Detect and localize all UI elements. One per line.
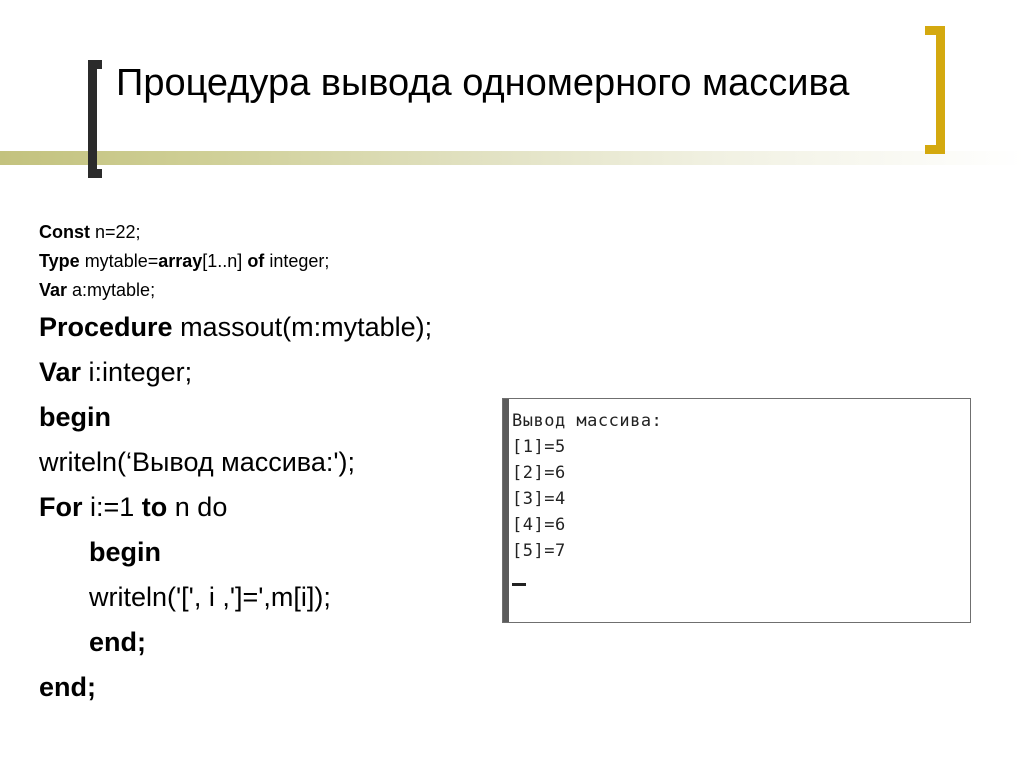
title-decoration-band	[0, 151, 1024, 165]
code-text: writeln(‘Вывод массива:');	[39, 447, 356, 477]
console-left-edge	[503, 399, 509, 622]
console-line: [2]=6	[512, 463, 566, 483]
code-line-const	[39, 218, 559, 247]
console-output-window	[502, 398, 971, 623]
keyword: Const	[39, 222, 90, 242]
code-text: i:=1	[82, 492, 142, 522]
keyword: Type	[39, 251, 80, 271]
console-line: [1]=5	[512, 437, 566, 457]
slide-title: Процедура вывода одномерного массива	[116, 62, 850, 104]
code-text: mytable=	[79, 251, 159, 271]
code-line-begin	[39, 395, 559, 440]
code-text: writeln('[', i ,']=',m[i]);	[89, 582, 331, 612]
console-line: [5]=7	[512, 541, 566, 561]
code-line-var-local	[39, 350, 559, 395]
code-line-for	[39, 485, 559, 530]
right-bracket-decoration	[925, 26, 945, 154]
console-line: [4]=6	[512, 515, 566, 535]
code-line-inner-end	[39, 620, 559, 665]
keyword: begin	[89, 537, 161, 567]
code-line-writeln-header	[39, 440, 559, 485]
console-line: [3]=4	[512, 489, 566, 509]
keyword: For	[39, 492, 83, 522]
keyword: end;	[39, 672, 96, 702]
keyword: Var	[39, 357, 82, 387]
left-bracket-decoration	[88, 60, 102, 178]
code-text: massout(m:mytable);	[172, 312, 433, 342]
console-cursor	[512, 583, 526, 586]
code-text: a:mytable;	[67, 280, 156, 300]
code-line-writeln-item	[39, 575, 559, 620]
code-text: [1..n]	[202, 251, 248, 271]
code-line-procedure	[39, 305, 559, 350]
code-line-end	[39, 665, 559, 710]
code-text: n=22;	[90, 222, 141, 242]
keyword: end;	[89, 627, 146, 657]
keyword: Var	[39, 280, 68, 300]
console-output-lines	[512, 408, 662, 564]
console-line: Вывод массива:	[512, 411, 663, 431]
keyword: of	[247, 251, 265, 271]
keyword: begin	[39, 402, 111, 432]
keyword: array	[158, 251, 203, 271]
keyword: to	[141, 492, 168, 522]
code-line-var-global	[39, 276, 559, 305]
keyword: Procedure	[39, 312, 173, 342]
code-text: integer;	[264, 251, 330, 271]
code-text: n do	[167, 492, 228, 522]
code-line-type	[39, 247, 559, 276]
code-line-inner-begin	[39, 530, 559, 575]
code-text: i:integer;	[81, 357, 193, 387]
code-listing	[39, 218, 559, 710]
